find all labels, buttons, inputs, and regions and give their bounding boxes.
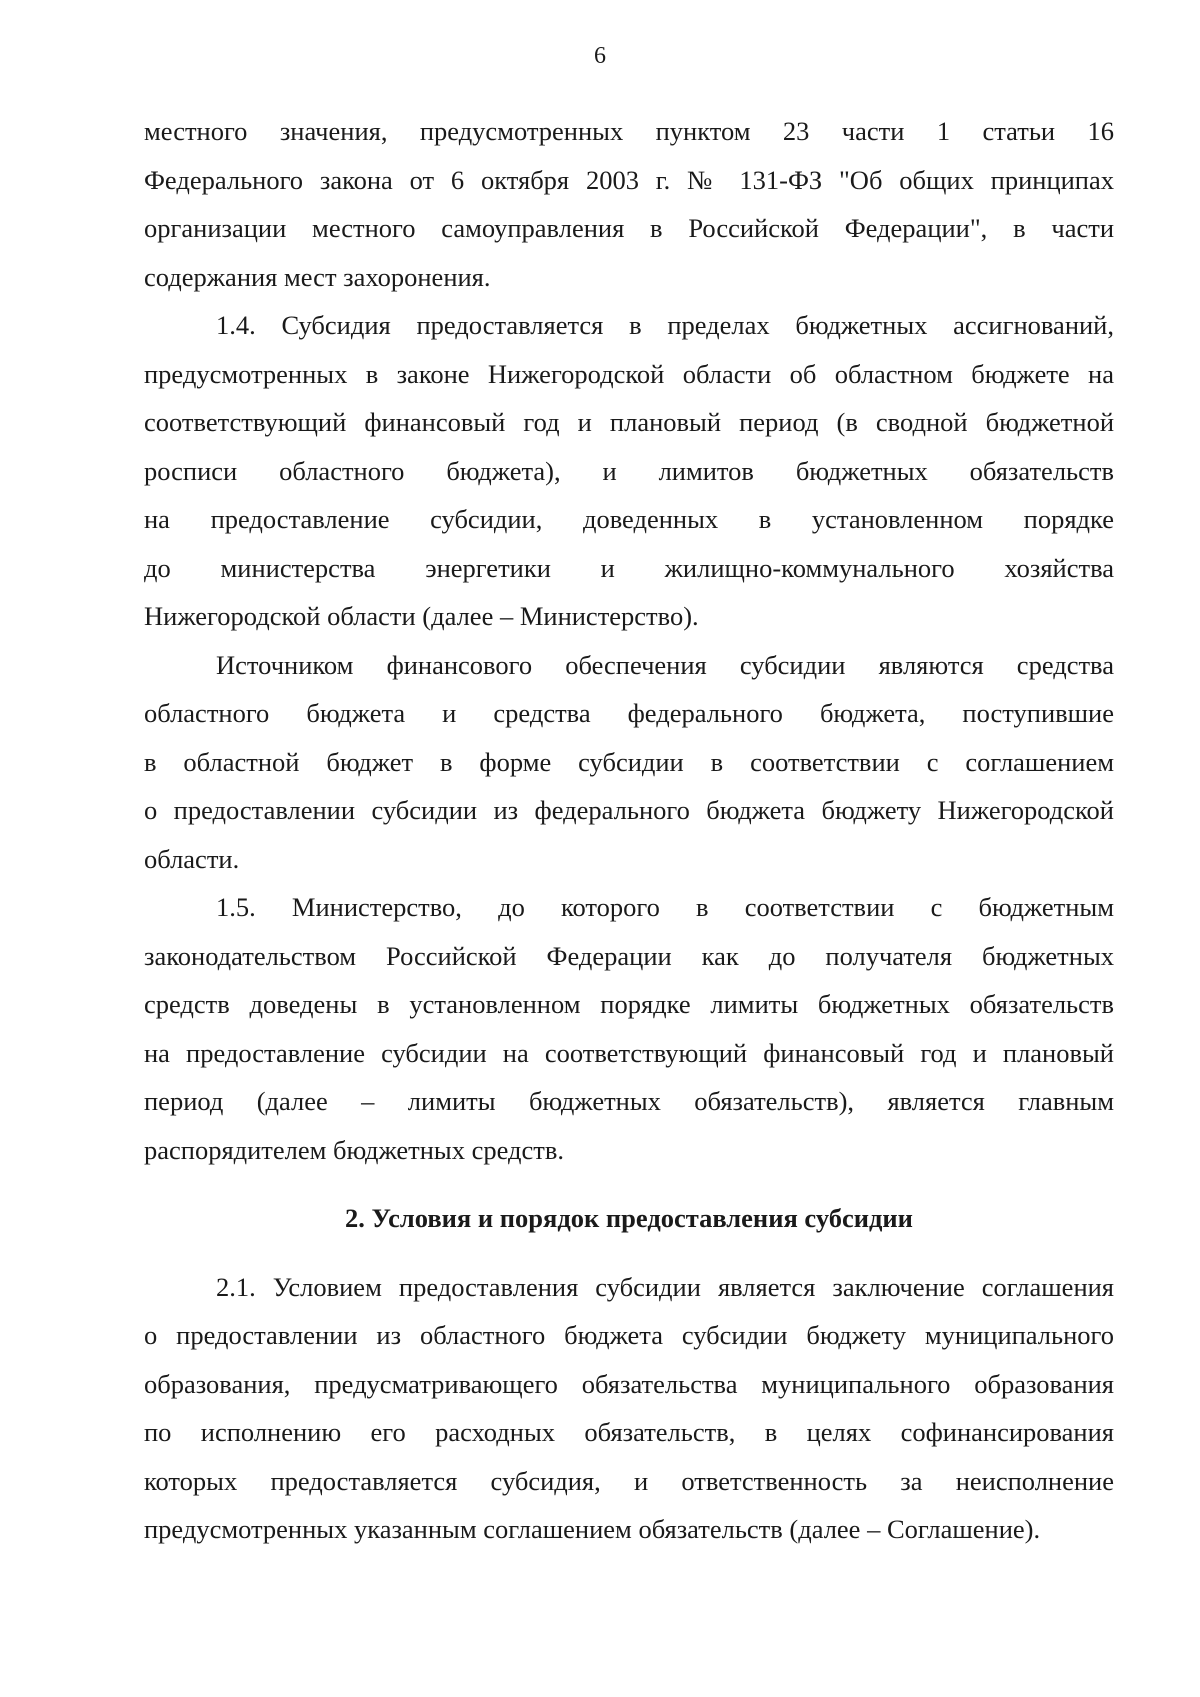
text-line: соответствующий финансовый год и плановый период (в сводной бюджетной (144, 407, 1114, 437)
page-number: 6 (594, 43, 606, 69)
text-line: местного значения, предусмотренных пунктом 23 части 1 статьи 16 (144, 116, 1114, 146)
paragraph-1-4 (144, 301, 1114, 641)
paragraph-funding-source (144, 641, 1114, 884)
document-body (144, 107, 1114, 1554)
text-line: распорядителем бюджетных средств. (144, 1134, 565, 1165)
section-heading: 2. Условия и порядок предоставления субсидии (345, 1203, 913, 1233)
text-line: до министерства энергетики и жилищно-коммунального хозяйства (144, 552, 1114, 583)
text-line: содержания мест захоронения. (144, 261, 491, 292)
text-line: росписи областного бюджета), и лимитов бюджетных обязательств (144, 455, 1114, 486)
text-line: области. (144, 843, 240, 874)
text-line: средств доведены в установленном порядке лимиты бюджетных обязательств (144, 989, 1114, 1019)
text-line: о предоставлении из областного бюджета субсидии бюджету муниципального (144, 1320, 1114, 1350)
text-line: по исполнению его расходных обязательств, в целях софинансирования (144, 1417, 1114, 1447)
text-line: в областной бюджет в форме субсидии в соответствии с соглашением (144, 746, 1114, 777)
paragraph-1-5 (144, 883, 1114, 1174)
paragraph-2-1 (144, 1263, 1114, 1554)
text-line: образования, предусматривающего обязательства муниципального образования (144, 1368, 1114, 1399)
text-line: Источником финансового обеспечения субсидии являются средства (216, 649, 1114, 680)
text-line: предусмотренных указанным соглашением обязательств (далее – Соглашение). (144, 1514, 1041, 1544)
text-line: о предоставлении субсидии из федерального бюджета бюджету Нижегородской (144, 795, 1114, 825)
text-line: организации местного самоуправления в Российской Федерации", в части (144, 213, 1114, 243)
text-line: предусмотренных в законе Нижегородской области об областном бюджете на (144, 358, 1114, 389)
text-line: законодательством Российской Федерации как до получателя бюджетных (144, 940, 1114, 971)
text-line: которых предоставляется субсидия, и ответственность за неисполнение (144, 1465, 1114, 1496)
text-line: областного бюджета и средства федерального бюджета, поступившие (144, 698, 1114, 728)
text-line: Федерального закона от 6 октября 2003 г. № 131-ФЗ "Об общих принципах (144, 164, 1114, 195)
text-line: период (далее – лимиты бюджетных обязательств), является главным (144, 1086, 1114, 1116)
text-line: на предоставление субсидии на соответствующий финансовый год и плановый (144, 1037, 1114, 1068)
paragraph-continuation (144, 107, 1114, 301)
text-line: на предоставление субсидии, доведенных в установленном порядке (144, 504, 1114, 534)
text-line: 1.4. Субсидия предоставляется в пределах бюджетных ассигнований, (216, 310, 1114, 340)
text-line: 2.1. Условием предоставления субсидии является заключение соглашения (216, 1271, 1114, 1302)
text-line: 1.5. Министерство, до которого в соответствии с бюджетным (216, 892, 1114, 922)
text-line: Нижегородской области (далее – Министерство). (144, 601, 699, 631)
